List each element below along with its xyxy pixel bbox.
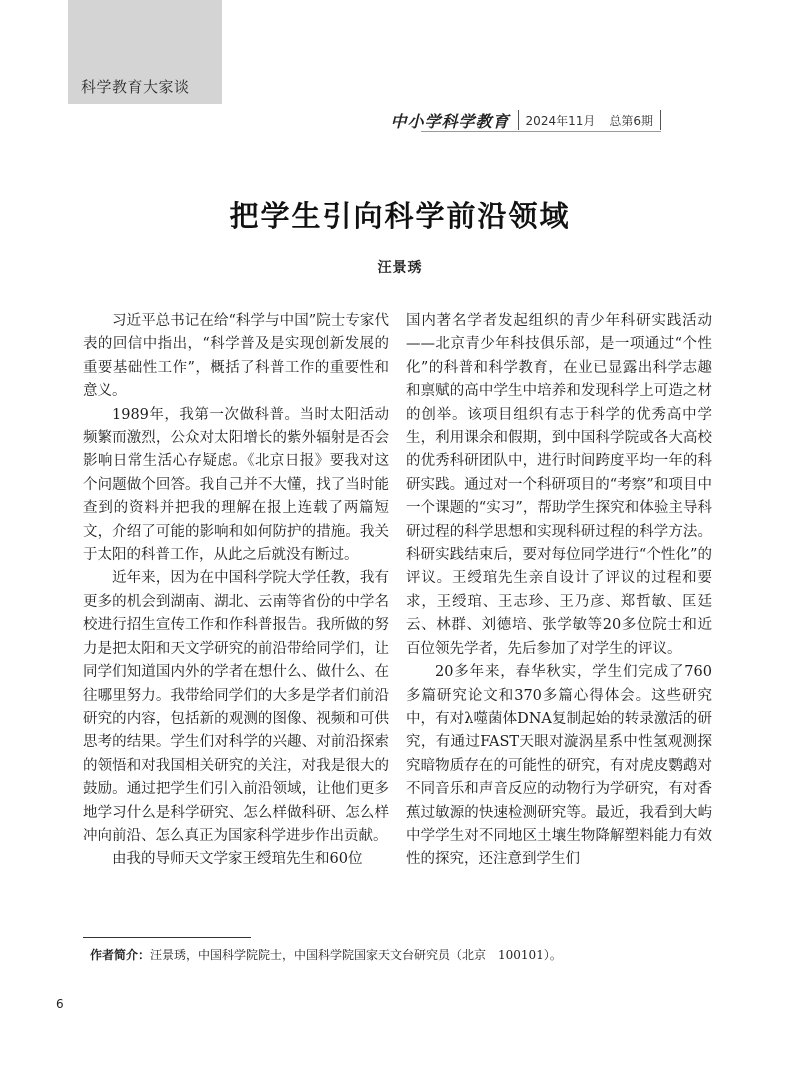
issue-number: 总第6期	[609, 113, 653, 128]
header-divider-end	[660, 110, 661, 130]
column-label: 科学教育大家谈	[81, 78, 190, 96]
author-footnote	[90, 946, 562, 963]
paragraph: 20多年来，春华秋实，学生们完成了760多篇研究论文和370多篇心得体会。这些研究中，有对λ噬菌体DNA复制起始的转录激活的研究，有通过FAST天眼对漩涡星系中性氢观测探究暗物质存在的可能性的研究，有对虎皮鹦鹉对不同音乐和声音反应的动物行为学研究，有对香蕉过敏源的快速检测研究等。最近，我看到大屿中学学生对不同地区土壤生物降解塑料能力有效性的探究，还注意到学生们	[406, 664, 712, 868]
article-title: 把学生引向科学前沿领域	[229, 199, 571, 233]
footnote-text: 汪景琇，中国科学院院士，中国科学院国家天文台研究员（北京 100101）。	[150, 948, 562, 962]
journal-header	[391, 109, 661, 131]
article-author: 汪景琇	[377, 260, 423, 276]
column-tab	[68, 0, 222, 104]
issue-date: 2024年11月	[525, 113, 596, 128]
paragraph: 国内著名学者发起组织的青少年科研实践活动——北京青少年科技俱乐部，是一项通过“个性化”的科普和科学教育，在业已显露出科学志趣和禀赋的高中学生中培养和发现科学上可造之材的创举。该项目组织有志于科学的优秀高中学生，利用课余和假期，到中国科学院或各大高校的优秀科研团队中，进行时间跨度平均一年的科研实践。通过对一个科研项目的“考察”和项目中一个课题的“实习”，帮助学生探究和体验主导科研过程的科学思想和实现科研过程的科学方法。科研实践结束后，要对每位同学进行“个性化”的评议。王绶琯先生亲自设计了评议的过程和要求，王绶琯、王志珍、王乃彦、郑哲敏、匡廷云、林群、刘德培、张学敏等20多位院士和近百位领先学者，先后参加了对学生的评议。	[406, 313, 712, 657]
paragraph: 由我的导师天文学家王绶琯先生和60位	[112, 851, 363, 868]
paragraph: 1989年，我第一次做科普。当时太阳活动频繁而激烈，公众对太阳增长的紫外辐射是否会影响日常生活心存疑虑。《北京日报》要我对这个问题做个回答。我自己并不大懂，找了当时能查到的资料并把我的理解在报上连载了两篇短文，介绍了可能的影响和如何防护的措施。我关于太阳的科普工作，从此之后就没有断过。	[83, 406, 389, 564]
paragraph: 近年来，因为在中国科学院大学任教，我有更多的机会到湖南、湖北、云南等省份的中学名校进行招生宣传工作和作科普报告。我所做的努力是把太阳和天文学研究的前沿带给同学们，让同学们知道国内外的学者在想什么、做什么、在往哪里努力。我带给同学们的大多是学者们前沿研究的内容，包括新的观测的图像、视频和可供思考的结果。学生们对科学的兴趣、对前沿探索的领悟和对我国相关研究的关注，对我是很大的鼓励。通过把学生们引入前沿领域，让他们更多地学习什么是科学研究、怎么样做科研、怎么样冲向前沿、怎么真正为国家科学进步作出贡献。	[83, 570, 389, 844]
journal-logo: 中小学科学教育	[390, 111, 510, 131]
footnote-label: 作者简介：	[90, 948, 151, 962]
left-column	[83, 310, 389, 872]
right-column	[406, 310, 712, 872]
header-rule	[421, 131, 661, 132]
page-number: 6	[56, 997, 64, 1011]
paragraph: 习近平总书记在给“科学与中国”院士专家代表的回信中指出，“科学普及是实现创新发展的重要基础性工作”，概括了科普工作的重要性和意义。	[83, 313, 389, 400]
footnote-rule	[83, 937, 251, 938]
